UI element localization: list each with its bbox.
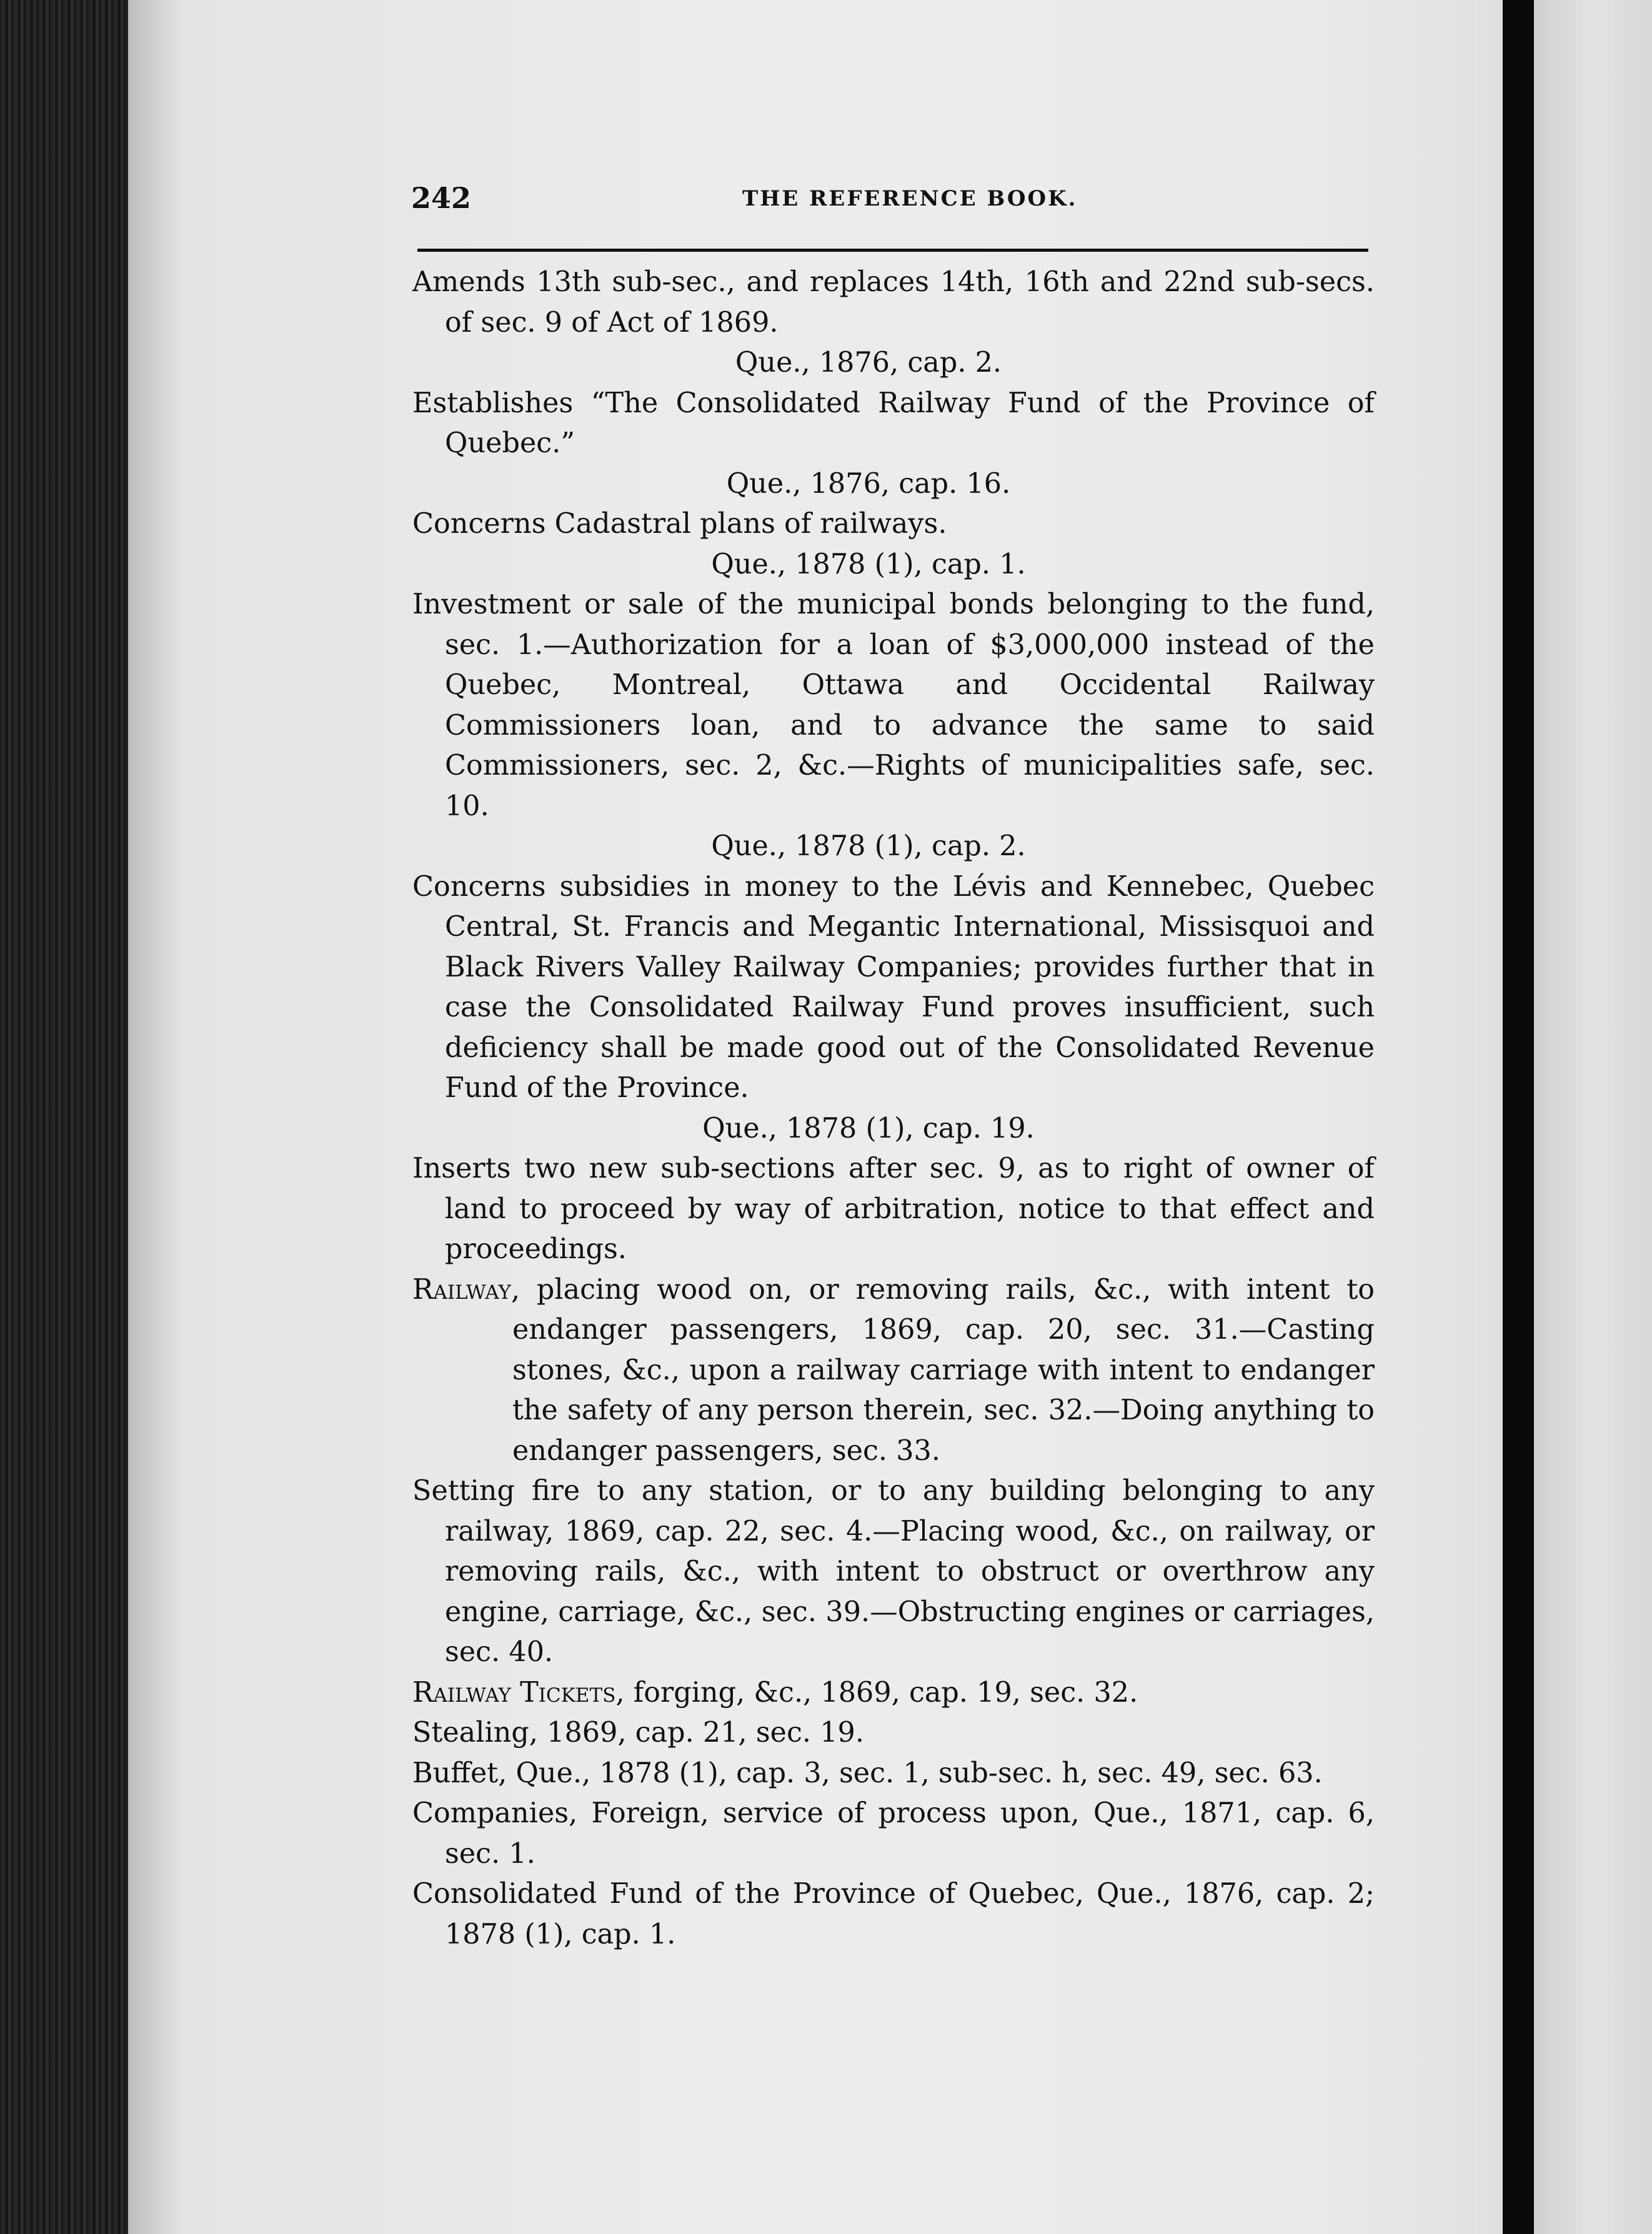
entry-subtext: Setting fire to any station, or to any building belonging to any railway, 1869, cap. 22, sec. 4.—Placing wood, &c., on railway, or removing rails, &c., with intent to obstruct or overthrow any engine, carriage, &c., sec. 39.—Obstructing engines or carriages, sec. 40. [412, 1475, 1375, 1668]
act-text: Concerns Cadastral plans of railways. [412, 508, 947, 540]
act-citation: Que., 1876, cap. 16. [726, 467, 1011, 500]
entry-subtext: Buffet, Que., 1878 (1), cap. 3, sec. 1, sub-sec. h, sec. 49, sec. 63. [412, 1757, 1323, 1789]
facing-page-edge [1534, 0, 1652, 2234]
header-rule [417, 249, 1368, 252]
index-entry-railway-tickets [412, 1673, 1375, 1714]
entry-text: , placing wood on, or removing rails, &c., with intent to endanger passengers, 1869, cap. 20, sec. 31.—Casting stones, &c., upon a railway carriage with intent to endanger the safety of any person therein, sec. 32.—Doing anything to endanger passengers, sec. 33. [510, 1273, 1375, 1467]
entry-term: Railway [412, 1273, 511, 1306]
entry-term: Railway Tickets [412, 1676, 616, 1709]
act-citation: Que., 1878 (1), cap. 19. [702, 1112, 1035, 1144]
act-text: Concerns subsidies in money to the Lévis and Kennebec, Quebec Central, St. Francis and Megantic International, Missisquoi and Black Rivers Valley Railway Companies; provides further that in case the Consolidated Railway Fund proves insufficient, such deficiency shall be made good out of the Consolidated Revenue Fund of the Province. [412, 870, 1375, 1104]
act-citation: Que., 1876, cap. 2. [735, 347, 1002, 379]
act-text: Amends 13th sub-sec., and replaces 14th, 16th and 22nd sub-secs. of sec. 9 of Act of 1869. [412, 266, 1375, 339]
running-head [281, 181, 1368, 231]
entry-subtext: Stealing, 1869, cap. 21, sec. 19. [412, 1717, 864, 1749]
page-body [412, 262, 1375, 1955]
entry-subtext: Companies, Foreign, service of process upon, Que., 1871, cap. 6, sec. 1. [412, 1797, 1375, 1870]
page-number: 242 [411, 181, 472, 215]
act-citation: Que., 1878 (1), cap. 1. [711, 548, 1026, 580]
running-title: THE REFERENCE BOOK. [742, 186, 1078, 211]
index-entry-railway [412, 1270, 1375, 1472]
act-text: Establishes “The Consolidated Railway Fund of the Province of Quebec.” [412, 387, 1375, 459]
entry-text: , forging, &c., 1869, cap. 19, sec. 32. [615, 1676, 1138, 1709]
entry-subtext: Consolidated Fund of the Province of Quebec, Que., 1876, cap. 2; 1878 (1), cap. 1. [412, 1878, 1375, 1950]
book-spine-edge [0, 0, 128, 2234]
page-gutter [1503, 0, 1534, 2234]
act-text: Investment or sale of the municipal bonds belonging to the fund, sec. 1.—Authorization for a loan of $3,000,000 instead of the Quebec, Montreal, Ottawa and Occidental Railway Commissioners loan, and to advance the same to said Commissioners, sec. 2, &c.—Rights of municipalities safe, sec. 10. [412, 588, 1375, 822]
act-text: Inserts two new sub-sections after sec. 9, as to right of owner of land to proceed by way of arbitration, notice to that effect and proceedings. [412, 1153, 1375, 1265]
act-citation: Que., 1878 (1), cap. 2. [711, 830, 1026, 862]
